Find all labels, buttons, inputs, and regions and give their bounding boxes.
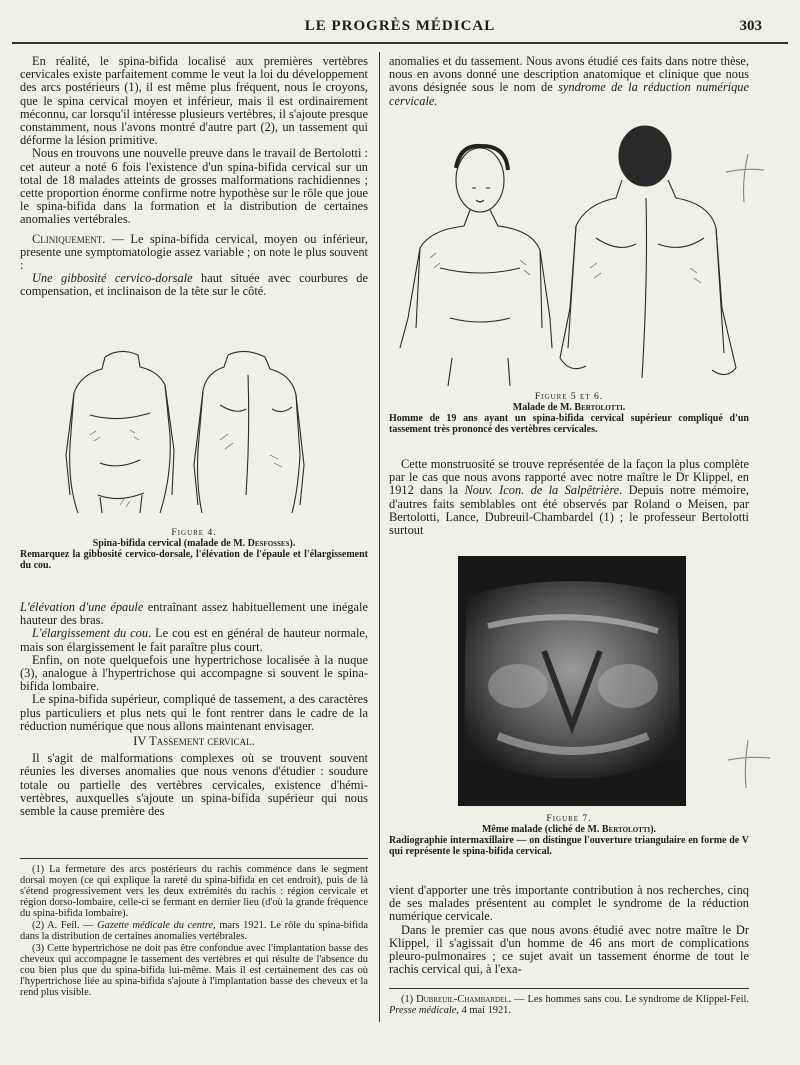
page-header	[0, 14, 800, 36]
paragraph: L'élargissement du cou. Le cou est en général de hauteur normale, mais son élargissement le fait paraître plus court.	[20, 626, 368, 654]
paragraph: L'élévation d'une épaule entraînant assez habituellement une inégale hauteur des bras.	[20, 600, 368, 628]
section-heading: IV Tassement cervical.	[133, 734, 255, 749]
right-column-bottom	[389, 884, 749, 976]
figure-7-radiograph	[458, 556, 686, 806]
paragraph: anomalies et du tassement. Nous avons étudié ces faits dans notre thèse, nous en avons donné une description anatomique et clinique que nous avons désignée sous le nom de syndrome de la réduction numérique cervicale.	[389, 54, 749, 108]
footnote: (3) Cette hypertrichose ne doit pas être confondue avec l'implantation basse des cheveux qui accompagne le tassement des vertèbres et qui résulte de l'absence du cou bien plus que du spina-bifida lui-même. Mais il est certainement des cas où l'hypertrichose liée au spina-bifida s'ajoute à l'implantation basse des cheveux et la rend plus visible.	[20, 943, 368, 998]
figure-4-illustration	[60, 345, 310, 520]
footnote-rule	[20, 858, 368, 859]
column-divider	[379, 52, 380, 1022]
footnote-rule	[389, 988, 749, 989]
left-column-top	[20, 55, 368, 299]
footnote: (1) La fermeture des arcs postérieurs du rachis commence dans le segment dorsal moyen (ce qui explique la rareté du spina-bifida en cet endroit), puis de là s'étend progressivement vers les deux extrémités du rachis : région cervicale et région dorso-lombaire, celle-ci se fermant en dernier lieu (d'où la grande fréquence du spina-bifida lombaire).	[20, 864, 368, 919]
header-rule	[12, 42, 788, 44]
figure-description: Radiographie intermaxillaire — on distingue l'ouverture triangulaire en forme de V qui représente le spina-bifida cervical.	[389, 835, 749, 857]
margin-pencil-mark	[724, 736, 774, 792]
figure-subtitle: Même malade (cliché de M. Bertolotti).	[481, 824, 657, 835]
figure-4-caption	[20, 528, 368, 571]
paragraph: Nous en trouvons une nouvelle preuve dans le travail de Bertolotti : cet auteur a noté 6 fois l'existence d'un spina-bifida cervical sur un total de 18 malades atteints de grosses malformations rachidiennes ; cette proportion énorme confirme notre hypothèse sur le rôle que joue le spina-bifida dans la formation et la distribution de certaines anomalies vertébrales.	[20, 146, 368, 227]
paragraph: Dans le premier cas que nous avons étudié avec notre maître le Dr Klippel, il s'agissait d'un homme de 46 ans mort de complications pleuro-pulmonaires ; ce sujet avait un tassement énorme de tout le rachis cervical qui, à l'exa-	[389, 922, 749, 977]
figure-5-6-illustration	[390, 118, 750, 390]
paragraph: Le spina-bifida supérieur, compliqué de tassement, a des caractères plus particuliers et plus nets qui le font rentrer dans le cadre de la réduction numérique que nous allons maintenant envisager.	[20, 692, 368, 733]
figure-label: Figure 5 et 6.	[534, 392, 604, 402]
figure-description: Remarquez la gibbosité cervico-dorsale, l'élévation de l'épaule et l'élargissement du cou.	[20, 549, 368, 571]
figure-subtitle: Malade de M. Bertolotti.	[512, 402, 626, 413]
figure-description: Homme de 19 ans ayant un spina-bifida cervical supérieur compliqué d'un tassement très prononcé des vertèbres cervicales.	[389, 413, 749, 435]
left-column-middle	[20, 601, 368, 818]
journal-title: LE PROGRÈS MÉDICAL	[304, 18, 496, 34]
paragraph: Cette monstruosité se trouve représentée de la façon la plus complète par le cas que nous avons rapporté avec notre maître le Dr Klippel, en 1912 dans la Nouv. Icon. de la Salpêtrière. Depuis notre mémoire, d'autres faits semblables ont été observés par Roland o Meisen, par Bertolotti, Lance, Dubreuil-Chambardel (1) ; le professeur Bertolotti surtout	[389, 457, 749, 538]
right-footnotes	[389, 994, 749, 1017]
paragraph: vient d'apporter une très importante contribution à nos recherches, cinq de ses malades présentent au complet le syndrome de la réduction numérique cervicale.	[389, 883, 749, 924]
paragraph: Cliniquement. — Le spina-bifida cervical, moyen ou inférieur, presente une symptomatologie assez variable ; on note le plus souvent :	[20, 231, 368, 273]
paragraph: Enfin, on note quelquefois une hypertrichose localisée à la nuque (3), analogue à l'hypertrichose qui accompagne si souvent le spina-bifida lombaire.	[20, 652, 368, 694]
figure-5-6-caption	[389, 392, 749, 435]
right-column-middle	[389, 458, 749, 537]
margin-pencil-mark	[722, 150, 768, 206]
page-number: 303	[739, 18, 762, 34]
figure-7-caption	[389, 814, 749, 857]
paragraph: En réalité, le spina-bifida localisé aux premières vertèbres cervicales existe parfaitement comme le veut la loi du développement des arcs postérieurs (1), il est même plus fréquent, nous le croyons, que le spina cervical moyen et inférieur, mais il est ordinairement méconnu, car lorsqu'il intéresse plusieurs vertèbres, il s'ajoute presque constamment, nous l'avons montré d'autre part (2), un tassement qui déforme la lésion primitive.	[20, 54, 368, 148]
footnote: (2) A. Feil. — Gazette médicale du centre, mars 1921. Le rôle du spina-bifida dans la distribution de certaines anomalies vertébrales.	[20, 920, 368, 942]
footnote: (1) Dubreuil-Chambardel. — Les hommes sans cou. Le syndrome de Klippel-Feil. Presse médicale, 4 mai 1921.	[389, 994, 749, 1016]
figure-subtitle: Spina-bifida cervical (malade de M. Desfosses).	[92, 538, 296, 549]
right-column-top	[389, 55, 749, 108]
run-in-heading: Cliniquement.	[32, 231, 106, 246]
paragraph: Il s'agit de malformations complexes où se trouvent souvent réunies les diverses anomalies que nous venons d'étudier : soudure totale ou partielle des vertèbres cervicales, existence d'hémi-vertèbres, auxquelles s'ajoute un spina-bifida supérieur qui nous semble la cause première des	[20, 751, 368, 819]
figure-label: Figure 4.	[171, 528, 217, 538]
figure-label: Figure 7.	[546, 814, 592, 824]
left-footnotes	[20, 864, 368, 999]
paragraph: Une gibbosité cervico-dorsale haut située avec courbures de compensation, et inclinaison de la tête sur le côté.	[20, 271, 369, 299]
